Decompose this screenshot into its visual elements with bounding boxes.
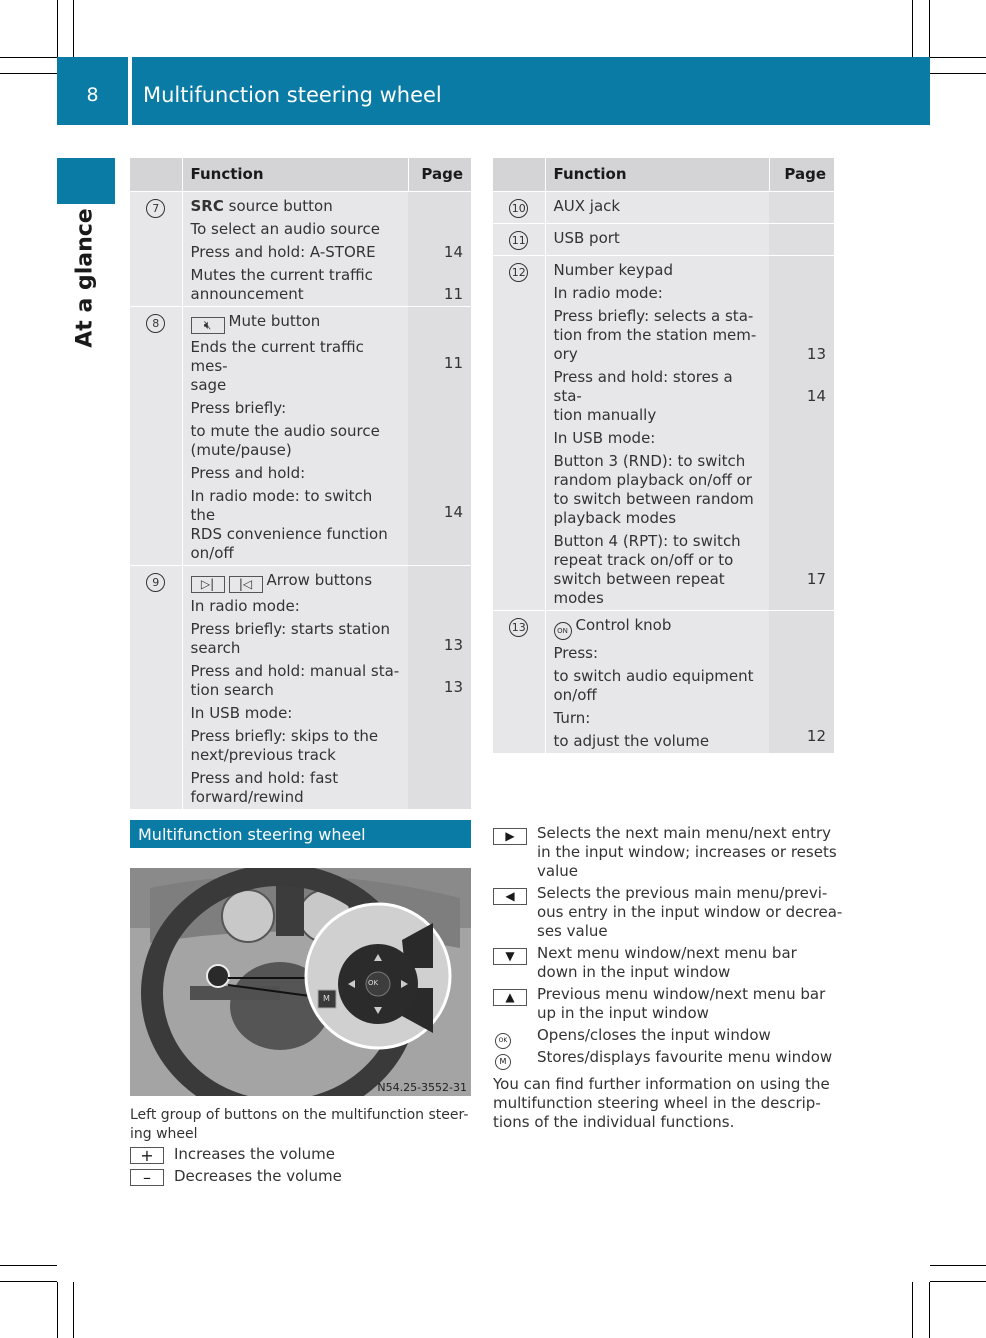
- row-number: [493, 191, 545, 223]
- crop-mark: [0, 1281, 57, 1282]
- skip-forward-icon: ▷|: [191, 576, 225, 593]
- m-label: M: [323, 994, 330, 1003]
- page-ref: [773, 284, 826, 303]
- row-number: [130, 191, 182, 306]
- crop-mark: [0, 1265, 57, 1266]
- table-row: [130, 191, 471, 306]
- function-text: to switch between random: [553, 489, 754, 508]
- legend-item: [130, 1167, 342, 1187]
- page-ref: [412, 400, 463, 419]
- legend-desc: up in the input window: [537, 1004, 709, 1022]
- function-text: Press briefly: selects a sta-: [553, 306, 754, 325]
- crop-mark: [73, 0, 74, 57]
- page-ref: [412, 617, 463, 636]
- function-text: to switch audio equipment: [553, 667, 754, 685]
- function-text: to mute the audio source: [190, 421, 380, 440]
- page-ref: [412, 659, 463, 678]
- crop-mark: [912, 1282, 913, 1338]
- ok-label: OK: [368, 979, 379, 987]
- function-text: Press and hold:: [190, 463, 306, 482]
- item-number-badge: 13: [509, 618, 528, 637]
- row-number: [493, 610, 545, 753]
- crop-mark: [57, 0, 58, 57]
- page-ref: 13: [443, 677, 463, 696]
- legend-item: [493, 944, 797, 982]
- page-number: 8: [86, 84, 99, 106]
- caption-text: Left group of buttons on the multifunction steer-: [130, 1107, 469, 1123]
- page-ref: 13: [806, 344, 826, 363]
- function-text: announcement: [190, 284, 304, 303]
- item-number-badge: 9: [146, 573, 165, 592]
- table-row: [130, 565, 471, 809]
- legend-desc: Decreases the volume: [174, 1167, 342, 1185]
- function-cell: [545, 191, 769, 223]
- legend-desc: Opens/closes the input window: [537, 1026, 771, 1044]
- legend-desc: Previous menu window/next menu bar: [537, 985, 826, 1003]
- page-ref: [773, 532, 826, 551]
- function-cell: [545, 223, 769, 255]
- page-ref: [412, 419, 463, 438]
- section-heading: Multifunction steering wheel: [130, 820, 471, 848]
- page-ref: 13: [443, 635, 463, 654]
- table-header-row: [493, 158, 834, 191]
- page-ref: [412, 743, 463, 762]
- page-ref: [412, 465, 463, 484]
- legend-desc: in the input window; increases or resets: [537, 843, 837, 861]
- function-text: Mutes the current traffic: [190, 265, 373, 284]
- footer-paragraph: [493, 1075, 834, 1132]
- row-number: [130, 565, 182, 809]
- function-cell: [545, 610, 769, 753]
- page-ref: 14: [443, 242, 463, 261]
- crop-mark: [912, 0, 913, 57]
- page-title: Multifunction steering wheel: [143, 83, 442, 107]
- function-text: search: [190, 638, 241, 657]
- function-title: Mute button: [228, 311, 321, 330]
- crop-mark: [930, 73, 986, 74]
- function-text: forward/rewind: [190, 787, 304, 806]
- function-title: Arrow buttons: [266, 570, 373, 589]
- page-ref: [773, 433, 826, 452]
- legend-desc: Selects the previous main menu/previ-: [537, 884, 828, 902]
- page-ref: [773, 639, 826, 658]
- function-text: ory: [553, 344, 578, 363]
- function-cell: [182, 191, 408, 306]
- steering-wheel-illustration: [130, 868, 471, 1096]
- paragraph-line: tions of the individual functions.: [493, 1113, 735, 1131]
- row-number: [493, 255, 545, 610]
- function-text: playback modes: [553, 508, 677, 527]
- page-ref: [412, 594, 463, 613]
- function-cell: [182, 306, 408, 565]
- table-row: [130, 306, 471, 565]
- page-ref: [773, 368, 826, 387]
- function-text: Press:: [553, 644, 599, 662]
- function-text: Press and hold: A-STORE: [190, 242, 376, 261]
- legend-item: [493, 1026, 771, 1049]
- table-header-cell: [493, 158, 545, 191]
- function-text: to adjust the volume: [553, 732, 710, 750]
- plus-icon: +: [130, 1147, 164, 1164]
- page-ref: [773, 513, 826, 532]
- function-text: on/off: [553, 686, 597, 704]
- function-text: switch between repeat: [553, 569, 725, 588]
- item-number-badge: 7: [146, 199, 165, 218]
- item-number-badge: 12: [509, 263, 528, 282]
- function-text: (mute/pause): [190, 440, 292, 459]
- page-ref: [412, 484, 463, 503]
- row-number: [493, 223, 545, 255]
- crop-mark: [0, 73, 57, 74]
- page-ref: [773, 490, 826, 509]
- legend-item: [493, 884, 842, 941]
- crop-mark: [0, 57, 57, 58]
- function-text: Button 4 (RPT): to switch: [553, 531, 741, 550]
- crop-mark: [930, 1265, 986, 1266]
- function-cell: [545, 255, 769, 610]
- page-cell: [769, 191, 834, 223]
- page-column-header: Page: [408, 158, 471, 191]
- function-text: In USB mode:: [190, 703, 293, 722]
- page-cell: [769, 610, 834, 753]
- page-cell: [408, 191, 471, 306]
- page-ref: [412, 335, 463, 354]
- crop-mark: [929, 1282, 930, 1338]
- function-text: tion search: [190, 680, 274, 699]
- page-ref: [773, 452, 826, 471]
- paragraph-line: multifunction steering wheel in the descrip-: [493, 1094, 821, 1112]
- page-ref: [773, 410, 826, 429]
- table-header-row: [130, 158, 471, 191]
- function-text: Button 3 (RND): to switch: [553, 451, 746, 470]
- function-text: random playback on/off or: [553, 470, 752, 489]
- page-ref: [412, 220, 463, 239]
- mute-icon: 🔇︎: [191, 317, 225, 334]
- legend-desc: down in the input window: [537, 963, 731, 981]
- legend-item: [493, 824, 837, 881]
- crop-mark: [930, 1281, 986, 1282]
- function-title: source button: [223, 196, 333, 215]
- page-ref: [412, 724, 463, 743]
- table-row: [493, 610, 834, 753]
- right-function-table: [493, 158, 834, 753]
- crop-mark: [930, 57, 986, 58]
- function-text: To select an audio source: [190, 219, 381, 238]
- steering-wheel-photo: [130, 868, 471, 1096]
- page-ref: [412, 377, 463, 396]
- legend-desc: Next menu window/next menu bar: [537, 944, 797, 962]
- page-ref: 11: [443, 353, 463, 372]
- paragraph-line: You can find further information on using the: [493, 1075, 830, 1093]
- page-ref: 12: [806, 726, 826, 745]
- favourite-m-icon: M: [495, 1054, 511, 1070]
- arrow-left-icon: ◀: [493, 888, 527, 905]
- table-row: [493, 223, 834, 255]
- page-ref: [412, 766, 463, 785]
- function-text: tion from the station mem-: [553, 325, 757, 344]
- legend-desc: ses value: [537, 922, 608, 940]
- function-text: Press briefly: starts station: [190, 619, 391, 638]
- function-text: sage: [190, 375, 227, 394]
- function-text: modes: [553, 588, 604, 607]
- function-column-header: Function: [182, 158, 408, 191]
- page-ref: [773, 307, 826, 326]
- on-knob-icon: ON: [554, 622, 572, 640]
- page-ref: [412, 266, 463, 285]
- legend-desc: value: [537, 862, 578, 880]
- legend-desc: Increases the volume: [174, 1145, 336, 1163]
- page-ref: [412, 785, 463, 804]
- crop-mark: [73, 1282, 74, 1338]
- row-number: [130, 306, 182, 565]
- table-row: [493, 191, 834, 223]
- function-text: next/previous track: [190, 745, 336, 764]
- item-number-badge: 10: [509, 199, 528, 218]
- arrow-down-icon: ▼: [493, 948, 527, 965]
- page-ref: 11: [443, 284, 463, 303]
- function-text: Press and hold: stores a sta-: [553, 367, 733, 405]
- function-text: repeat track on/off or to: [553, 550, 734, 569]
- function-text: Ends the current traffic mes-: [190, 337, 364, 375]
- function-text: tion manually: [553, 405, 657, 424]
- arrow-right-icon: ▶: [493, 828, 527, 845]
- table-header-cell: [130, 158, 182, 191]
- item-number-badge: 8: [146, 314, 165, 333]
- photo-code: N54.25-3552-31: [377, 1081, 467, 1094]
- legend-item: [493, 985, 825, 1023]
- caption-text: ing wheel: [130, 1126, 198, 1142]
- function-cell: [182, 565, 408, 809]
- left-function-table: [130, 158, 471, 809]
- function-title: Control knob: [575, 615, 672, 634]
- legend-item: [493, 1048, 832, 1070]
- function-text: on/off: [190, 543, 234, 562]
- side-tab-marker: [57, 158, 115, 204]
- function-text: Press and hold: fast: [190, 768, 339, 787]
- page-cell: [769, 223, 834, 255]
- function-text: Press and hold: manual sta-: [190, 661, 400, 680]
- function-text: In radio mode:: [553, 283, 663, 302]
- page-cell: [769, 255, 834, 610]
- page-ref: 14: [806, 386, 826, 405]
- page-ref: [773, 704, 826, 723]
- function-title: USB port: [553, 228, 620, 247]
- skip-back-icon: |◁: [229, 576, 263, 593]
- function-title: AUX jack: [553, 196, 621, 215]
- item-number-badge: 11: [509, 231, 528, 250]
- page-ref: [773, 662, 826, 681]
- function-text: Turn:: [553, 709, 591, 727]
- function-text: Press briefly:: [190, 398, 287, 417]
- page-ref: [412, 701, 463, 720]
- page-ref: [773, 551, 826, 570]
- legend-item: [130, 1145, 335, 1165]
- function-title-bold: SRC: [190, 196, 224, 215]
- ok-icon: OK: [495, 1033, 511, 1049]
- function-text: RDS convenience function: [190, 524, 388, 543]
- crop-mark: [929, 0, 930, 57]
- page-ref: [412, 442, 463, 461]
- crop-mark: [57, 1282, 58, 1338]
- table-row: [493, 255, 834, 610]
- function-text: In radio mode: to switch the: [190, 486, 373, 524]
- function-text: In USB mode:: [553, 428, 656, 447]
- page-ref: 14: [443, 502, 463, 521]
- function-column-header: Function: [545, 158, 769, 191]
- arrow-up-icon: ▲: [493, 989, 527, 1006]
- header-divider: [128, 57, 132, 125]
- minus-icon: –: [130, 1169, 164, 1186]
- legend-desc: Selects the next main menu/next entry: [537, 824, 832, 842]
- function-title: Number keypad: [553, 260, 674, 279]
- page-ref: [773, 326, 826, 345]
- page-ref: [773, 471, 826, 490]
- function-text: Press briefly: skips to the: [190, 726, 379, 745]
- side-tab-label: At a glance: [72, 208, 98, 348]
- photo-caption: [130, 1106, 471, 1144]
- legend-desc: ous entry in the input window or decrea-: [537, 903, 843, 921]
- page-ref: 17: [806, 569, 826, 588]
- page-column-header: Page: [769, 158, 834, 191]
- page-ref: [773, 681, 826, 700]
- page-cell: [408, 306, 471, 565]
- legend-desc: Stores/displays favourite menu window: [537, 1048, 833, 1066]
- function-text: In radio mode:: [190, 596, 300, 615]
- page-cell: [408, 565, 471, 809]
